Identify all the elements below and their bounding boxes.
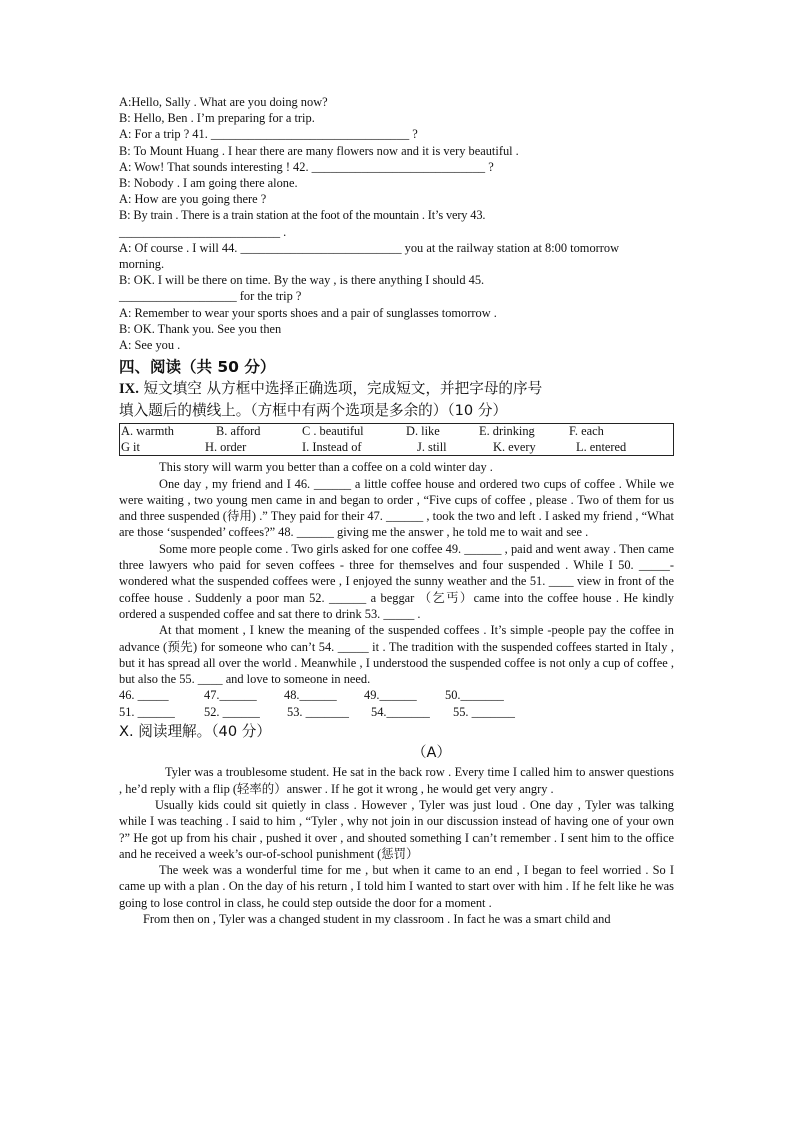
option-item: I. Instead of (302, 439, 362, 454)
answer-blank: 47.______ (204, 688, 257, 703)
section-9-roman: IX. (119, 381, 139, 398)
option-item: D. like (406, 424, 440, 439)
answer-blanks-row (119, 687, 674, 704)
dialogue-line: B: OK. I will be there on time. By the way , is there anything I should 45. (119, 273, 485, 288)
answer-blank: 48.______ (284, 688, 337, 703)
option-item: A. warmth (121, 424, 174, 439)
dialogue-line: morning. (119, 257, 165, 272)
cloze-paragraph: At that moment , I knew the meaning of the suspended coffees . It’s simple -people pay the coffee in advance (预先) for someone who can’t 54. _____ it . The tradition with the suspended coffees started in Italy , but it has spread all over the world . Meanwhile , I understood the suspended coffee is not only a cup of coffee , but also the 55. ____ and love to someone in need. (119, 623, 674, 687)
answer-blanks-row (119, 704, 674, 721)
answer-blank: 53. _______ (287, 705, 349, 720)
cloze-paragraph: This story will warm you better than a coffee on a cold winter day . (159, 460, 493, 475)
dialogue-line: A: Remember to wear your sports shoes and a pair of sunglasses tomorrow . (119, 305, 497, 320)
option-item: G it (121, 439, 140, 454)
dialogue-line: A: How are you going there ? (119, 192, 267, 207)
dialogue-line: B: OK. Thank you. See you then (119, 321, 282, 336)
exam-page (119, 94, 674, 927)
answer-blank: 55. _______ (453, 705, 515, 720)
passage-paragraph: Tyler was a troublesome student. He sat in the back row . Every time I called him to answer questions , he’d reply with a flip (轻率的）answer . If he got it wrong , he would get very angry . (119, 765, 674, 796)
option-item: K. every (493, 439, 536, 454)
option-item: H. order (205, 439, 247, 454)
dialogue-line: A: For a trip ? 41. ________________________________ ? (119, 127, 418, 142)
option-item: F. each (569, 424, 604, 439)
options-row (121, 424, 673, 440)
passage-paragraph: Usually kids could sit quietly in class . However , Tyler was just loud . One day , Tyler was talking while I was teaching . I said to him , “Tyler , why not join in our discussion instead of having one of your own ?” He got up from his chair , pushed it over , and shouted something I can’t remember . I sent him to the office and he received a week’s our-of-school punishment (惩罚） (119, 798, 674, 861)
dialogue-line: B: By train . There is a train station at the foot of the mountain . It’s very 43. (119, 208, 486, 223)
dialogue-line: A: Of course . I will 44. __________________________ you at the railway station at 8:00 tomorrow (119, 240, 620, 255)
answer-blank: 52. ______ (204, 705, 260, 720)
cloze-paragraph: Some more people come . Two girls asked for one coffee 49. ______ , paid and went away . Then came three lawyers who paid for seven coffees - three for themselves and four suspended . While I 50. _____- wondered what the suspended coffees were , I enjoyed the sunny weather and the 51. ____ view in front of the coffee house . Suddenly a poor man 52. ______ a beggar （乞丐）came into the coffee house . He kindly ordered a suspended coffee and sat there to drink 53. _____ . (119, 541, 674, 621)
passage-a (119, 764, 674, 927)
section-9-title-line2: 填入题后的横线上。（方框中有两个选项是多余的）（10 分） (119, 402, 508, 420)
passage-paragraph: The week was a wonderful time for me , but when it came to an end , I began to feel worried . So I came up with a plan . On the day of his return , I told him I wanted to start over with him . If he felt like he was going to lose control in class, he could step outside the door for a moment . (119, 863, 674, 910)
dialogue-line: ___________________ for the trip ? (119, 289, 302, 304)
section-4-heading: 四、阅读（共 50 分） (119, 358, 276, 377)
answer-blank: 46. _____ (119, 688, 169, 703)
dialogue-line: A:Hello, Sally . What are you doing now? (119, 95, 328, 109)
answer-blank: 54._______ (371, 705, 430, 720)
dialogue-line: __________________________ . (119, 224, 287, 239)
option-item: B. afford (216, 424, 261, 439)
option-item: J. still (417, 439, 447, 454)
cloze-paragraph: One day , my friend and I 46. ______ a little coffee house and ordered two cups of coffee . While we were waiting , two young men came in and began to order , “Five cups of coffee , please . Two of them for us and three suspended (待用) .” They paid for their 47. ______ , took the two and left . I asked my friend , “What are those ‘suspended’ coffees?” 48. ______ giving me the answer , he told me to wait and see . (119, 476, 674, 540)
dialogue-line: B: To Mount Huang . I hear there are many flowers now and it is very beautiful . (119, 143, 519, 158)
section-9-title-line1 (119, 378, 674, 400)
options-box (119, 423, 674, 456)
cloze-passage (119, 459, 674, 687)
section-10-heading: X. 阅读理解。（40 分） (119, 723, 271, 741)
answer-blank: 49.______ (364, 688, 417, 703)
answer-blank: 50._______ (445, 688, 504, 703)
dialogue-section (119, 94, 674, 353)
passage-a-label: （A） (412, 745, 451, 762)
answer-blank: 51. ______ (119, 705, 175, 720)
option-item: E. drinking (479, 424, 535, 439)
passage-paragraph: From then on , Tyler was a changed student in my classroom . In fact he was a smart child and (143, 912, 611, 927)
dialogue-line: A: See you . (119, 338, 181, 353)
section-9-instruction: 短文填空 从方框中选择正确选项，完成短文，并把字母的序号 (143, 380, 543, 398)
dialogue-line: A: Wow! That sounds interesting ! 42. ____________________________ ? (119, 159, 494, 174)
dialogue-line: B: Nobody . I am going there alone. (119, 176, 298, 191)
option-item: C . beautiful (302, 424, 364, 439)
dialogue-line: B: Hello, Ben . I’m preparing for a trip. (119, 111, 315, 126)
option-item: L. entered (576, 439, 627, 454)
options-row (121, 440, 673, 456)
